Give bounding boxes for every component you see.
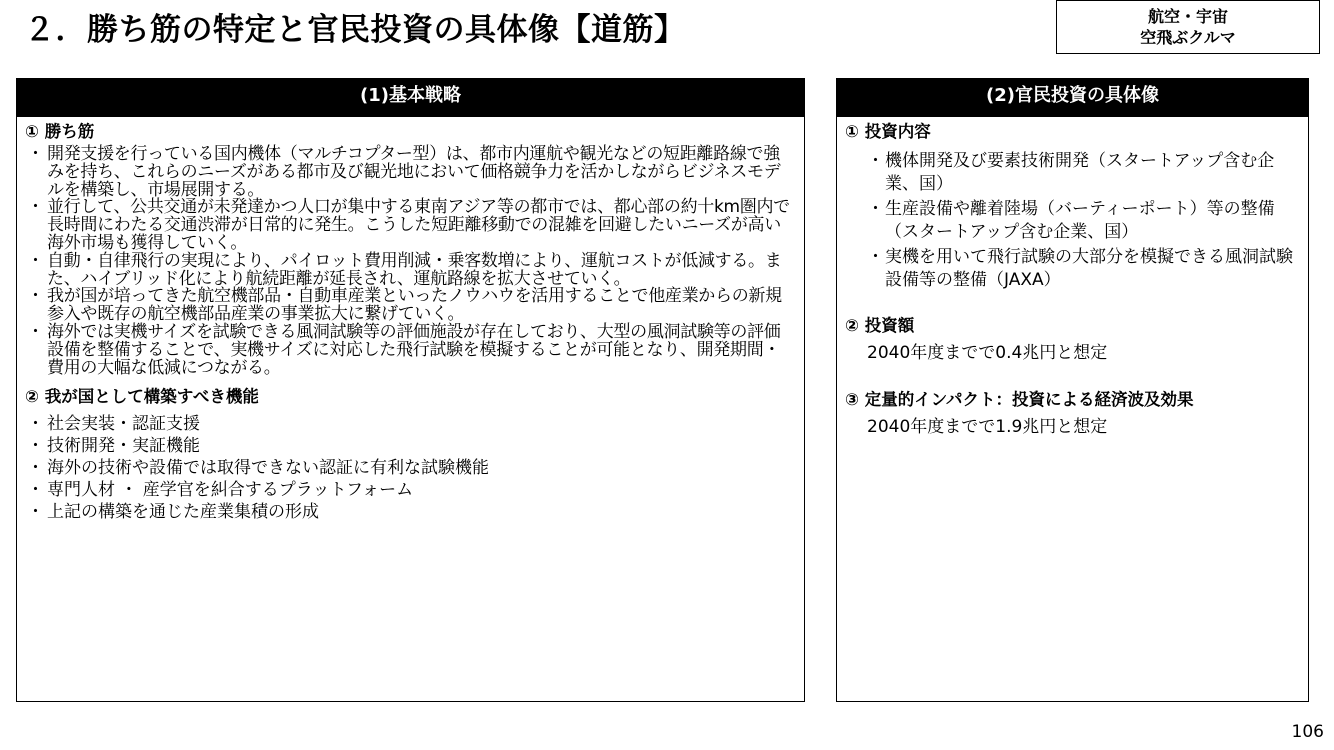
investment-body	[837, 117, 1308, 438]
basic-strategy-panel	[16, 78, 805, 702]
list-item: ・ 生産設備や離着陸場（バーティーポート）等の整備（スタートアップ含む企業、国）	[867, 198, 1298, 244]
page-number: 106	[1291, 722, 1324, 742]
functions-list	[25, 413, 794, 523]
category-tag-line1: 航空・宇宙	[1147, 7, 1228, 26]
list-item: ・ 実機を用いて飛行試験の大部分を模擬できる風洞試験設備等の整備（JAXA）	[867, 246, 1298, 292]
list-item: ・ 自動・自律飛行の実現により、パイロット費用削減・乗客数増により、運航コストが低減する。また、ハイブリッド化により航続距離が延長され、運航路線を拡大させていく。	[25, 253, 794, 289]
basic-strategy-body	[17, 117, 804, 523]
winning-path-list	[25, 146, 794, 377]
list-item: ・ 開発支援を行っている国内機体（マルチコプター型）は、都市内運航や観光などの短距離路線で強みを持ち、これらのニーズがある都市及び観光地において価格競争力を活かしながらビジネスモデルを構築し、市場展開する。	[25, 146, 794, 199]
slide-title: ２．勝ち筋の特定と官民投資の具体像【道筋】	[24, 12, 686, 48]
investment-content-heading: ① 投資内容	[845, 122, 931, 141]
investment-amount-heading: ② 投資額	[845, 316, 915, 335]
list-item: ・ 並行して、公共交通が未発達かつ人口が集中する東南アジア等の都市では、都心部の約十km圏内で長時間にわたる交通渋滞が日常的に発生。こうした短距離移動での混雑を回避したいニーズが高い海外市場も獲得していく。	[25, 199, 794, 252]
winning-path-heading: ① 勝ち筋	[25, 122, 95, 141]
category-tag	[1056, 0, 1320, 54]
category-tag-line2: 空飛ぶクルマ	[1140, 28, 1236, 47]
functions-heading: ② 我が国として構築すべき機能	[25, 387, 259, 407]
investment-amount-value: 2040年度までで0.4兆円と想定	[867, 343, 1108, 363]
economic-impact-heading: ③ 定量的インパクト：投資による経済波及効果	[845, 390, 1194, 409]
list-item: ・ 我が国が培ってきた航空機部品・自動車産業といったノウハウを活用することで他産業からの新規参入や既存の航空機部品産業の事業拡大に繋げていく。	[25, 288, 794, 324]
investment-header: (2)官民投資の具体像	[837, 79, 1308, 117]
basic-strategy-header: (1)基本戦略	[17, 79, 804, 117]
list-item: ・ 社会実装・認証支援	[25, 413, 794, 435]
investment-panel	[836, 78, 1309, 702]
investment-content-list	[867, 150, 1298, 292]
list-item: ・ 海外の技術や設備では取得できない認証に有利な試験機能	[25, 457, 794, 479]
list-item: ・ 海外では実機サイズを試験できる風洞試験等の評価施設が存在しており、大型の風洞試験等の評価設備を整備することで、実機サイズに対応した飛行試験を模擬することが可能となり、開発期間・費用の大幅な低減につながる。	[25, 324, 794, 377]
list-item: ・ 機体開発及び要素技術開発（スタートアップ含む企業、国）	[867, 150, 1298, 196]
list-item: ・ 技術開発・実証機能	[25, 435, 794, 457]
list-item: ・ 専門人材 ・ 産学官を糾合するプラットフォーム	[25, 479, 794, 501]
economic-impact-value: 2040年度までで1.9兆円と想定	[867, 417, 1108, 437]
list-item: ・ 上記の構築を通じた産業集積の形成	[25, 501, 794, 523]
